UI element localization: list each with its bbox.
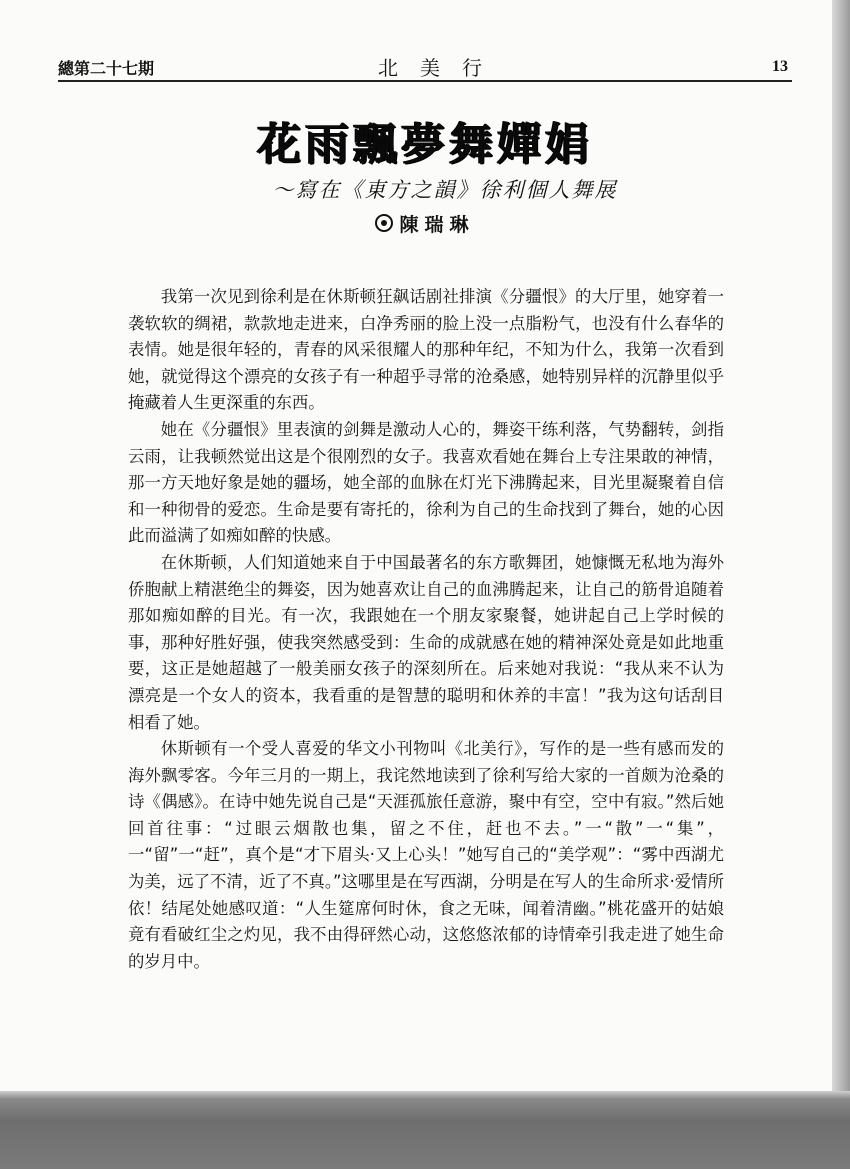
header-divider bbox=[58, 80, 792, 82]
article-body bbox=[128, 284, 724, 975]
page-number: 13 bbox=[772, 58, 788, 75]
article-title: 花雨飄夢舞嬋娟 bbox=[257, 119, 593, 170]
author-name: 陳瑞琳 bbox=[399, 214, 475, 236]
scan-shadow-bottom bbox=[0, 1091, 850, 1169]
paragraph: 休斯顿有一个受人喜爱的华文小刊物叫《北美行》，写作的是一些有感而发的海外飘零客。今年三月的一期上，我诧然地读到了徐利写给大家的一首颇为沧桑的诗《偶感》。在诗中她先说自己是“天涯孤旅任意游，聚中有空，空中有寂。”然后她回首往事：“过眼云烟散也集，留之不住，赶也不去。”一“散”一“集”，一“留”一“赶”，真个是“才下眉头·又上心头！”她写自己的“美学观”：“雾中西湖尤为美，远了不清，近了不真。”这哪里是在写西湖，分明是在写人的生命所求·爱情所依！结尾处她感叹道：“人生筵席何时休，食之无味，闻着清幽。”桃花盛开的姑娘竟有看破红尘之灼见，我不由得砰然心动，这悠悠浓郁的诗情牵引我走进了她生命的岁月中。 bbox=[128, 739, 724, 971]
paragraph: 我第一次见到徐利是在休斯顿狂飙话剧社排演《分疆恨》的大厅里，她穿着一袭软软的绸裙，款款地走进来，白净秀丽的脸上没一点脂粉气，也没有什么春华的表情。她是很年轻的，青春的风采很耀人的那种年纪，不知为什么，我第一次看到她，就觉得这个漂亮的女孩子有一种超乎寻常的沧桑感，她特别异样的沉静里似乎掩藏着人生更深重的东西。 bbox=[128, 287, 724, 413]
article-subtitle: ～寫在《東方之韻》徐利個人舞展 bbox=[272, 178, 618, 202]
article-byline bbox=[0, 210, 850, 237]
paragraph: 她在《分疆恨》里表演的剑舞是激动人心的，舞姿干练利落，气势翻转，剑指云雨，让我顿然觉出这是个很刚烈的女子。我喜欢看她在舞台上专注果敢的神情，那一方天地好象是她的疆场，她全部的血脉在灯光下沸腾起来，目光里凝聚着自信和一种彻骨的爱恋。生命是要有寄托的，徐利为自己的生命找到了舞台，她的心因此而溢满了如痴如醉的快感。 bbox=[128, 419, 724, 546]
issue-label: 總第二十七期 bbox=[58, 59, 155, 78]
scan-shadow-right bbox=[832, 0, 850, 1169]
page-header bbox=[58, 52, 788, 82]
paragraph: 在休斯顿，人们知道她来自于中国最著名的东方歌舞团，她慷慨无私地为海外侨胞献上精湛绝尘的舞姿，因为她喜欢让自己的血沸腾起来，让自己的筋骨追随着那如痴如醉的目光。有一次，我跟她在一个朋友家聚餐，她讲起自己上学时候的事，那种好胜好强，使我突然感受到：生命的成就感在她的精神深处竟是如此地重要，这正是她超越了一般美丽女孩子的深刻所在。后来她对我说：“我从来不认为漂亮是一个女人的资本，我看重的是智慧的聪明和休养的丰富！”我为这句话刮目相看了她。 bbox=[128, 552, 724, 732]
bullseye-icon bbox=[375, 214, 393, 232]
publication-name: 北美行 bbox=[378, 56, 504, 80]
